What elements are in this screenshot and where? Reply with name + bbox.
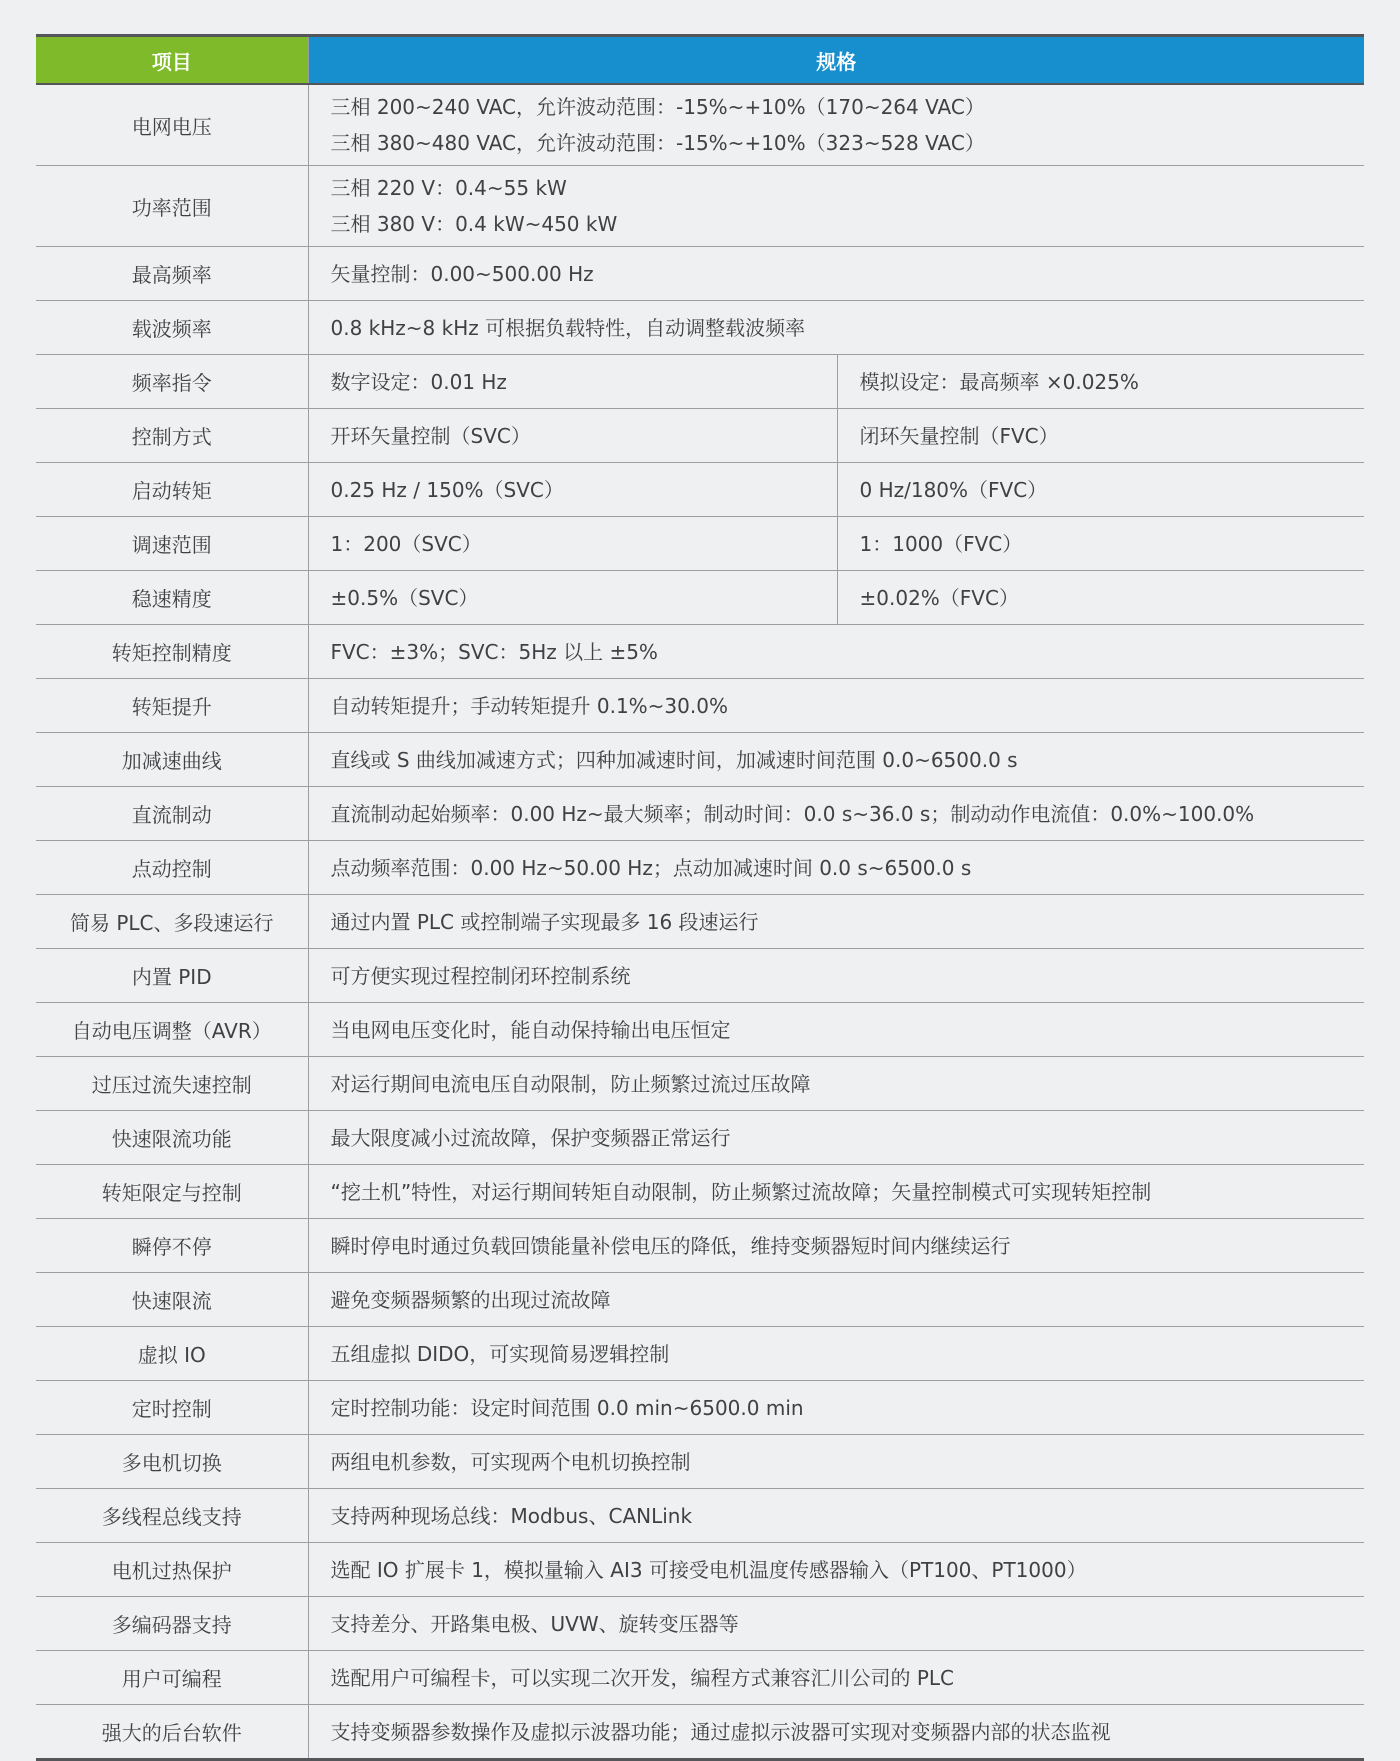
spec-text: 当电网电压变化时，能自动保持输出电压恒定 xyxy=(330,1017,731,1042)
table-row xyxy=(36,1003,1364,1057)
spec-text: 定时控制功能：设定时间范围 0.0 min~6500.0 min xyxy=(330,1395,804,1420)
spec-text: 选配用户可编程卡，可以实现二次开发，编程方式兼容汇川公司的 PLC xyxy=(330,1665,955,1690)
header-row xyxy=(36,36,1364,85)
item-cell: 多线程总线支持 xyxy=(36,1489,308,1543)
table-row xyxy=(36,1219,1364,1273)
spec-text: 自动转矩提升；手动转矩提升 0.1%~30.0% xyxy=(330,693,728,718)
spec-cell xyxy=(308,301,1364,355)
table-row xyxy=(36,895,1364,949)
item-cell: 控制方式 xyxy=(36,409,308,463)
spec-text: 两组电机参数，可实现两个电机切换控制 xyxy=(330,1449,691,1474)
table-row xyxy=(36,301,1364,355)
item-cell: 快速限流 xyxy=(36,1273,308,1327)
spec-cell xyxy=(308,1327,1364,1381)
spec-cell xyxy=(308,463,837,517)
spec-text: 可方便实现过程控制闭环控制系统 xyxy=(330,963,631,988)
spec-cell xyxy=(308,409,837,463)
table-row xyxy=(36,247,1364,301)
spec-text: 三相 200~240 VAC，允许波动范围：-15%~+10%（170~264 VAC） xyxy=(330,95,985,119)
spec-cell xyxy=(837,517,1364,571)
item-cell: 定时控制 xyxy=(36,1381,308,1435)
spec-cell xyxy=(837,463,1364,517)
item-cell: 最高频率 xyxy=(36,247,308,301)
item-cell: 转矩控制精度 xyxy=(36,625,308,679)
spec-text: 开环矢量控制（SVC） xyxy=(330,423,531,448)
table-row xyxy=(36,841,1364,895)
spec-cell xyxy=(837,571,1364,625)
spec-text: 点动频率范围：0.00 Hz~50.00 Hz；点动加减速时间 0.0 s~6500.0 s xyxy=(330,855,972,880)
item-cell: 简易 PLC、多段速运行 xyxy=(36,895,308,949)
spec-cell xyxy=(308,625,1364,679)
spec-text: 模拟设定：最高频率 ×0.025% xyxy=(859,369,1139,394)
spec-text: 避免变频器频繁的出现过流故障 xyxy=(330,1287,611,1312)
spec-cell xyxy=(308,1165,1364,1219)
spec-text: 瞬时停电时通过负载回馈能量补偿电压的降低，维持变频器短时间内继续运行 xyxy=(330,1233,1011,1258)
item-cell: 点动控制 xyxy=(36,841,308,895)
table-row xyxy=(36,571,1364,625)
spec-text: 五组虚拟 DIDO，可实现简易逻辑控制 xyxy=(330,1341,670,1366)
table-row xyxy=(36,1273,1364,1327)
table-row xyxy=(36,787,1364,841)
item-cell: 加减速曲线 xyxy=(36,733,308,787)
spec-text: 三相 220 V：0.4~55 kW xyxy=(330,176,567,200)
item-cell: 自动电压调整（AVR） xyxy=(36,1003,308,1057)
spec-cell xyxy=(308,1219,1364,1273)
spec-cell xyxy=(308,841,1364,895)
item-cell: 多编码器支持 xyxy=(36,1597,308,1651)
item-cell: 虚拟 IO xyxy=(36,1327,308,1381)
spec-text: 支持差分、开路集电极、UVW、旋转变压器等 xyxy=(330,1611,739,1636)
table-row xyxy=(36,679,1364,733)
item-column-header: 项目 xyxy=(36,36,308,85)
spec-column-header: 规格 xyxy=(308,36,1364,85)
table-row xyxy=(36,1111,1364,1165)
spec-text: ±0.5%（SVC） xyxy=(330,585,479,610)
item-cell: 频率指令 xyxy=(36,355,308,409)
spec-table xyxy=(36,34,1364,1761)
spec-text: 1：1000（FVC） xyxy=(859,531,1023,556)
spec-cell xyxy=(308,571,837,625)
spec-text: ±0.02%（FVC） xyxy=(859,585,1019,610)
table-row xyxy=(36,625,1364,679)
item-cell: 直流制动 xyxy=(36,787,308,841)
item-cell: 内置 PID xyxy=(36,949,308,1003)
spec-cell xyxy=(308,1435,1364,1489)
table-row xyxy=(36,1543,1364,1597)
spec-cell xyxy=(308,733,1364,787)
spec-cell xyxy=(308,1651,1364,1705)
spec-text: 直流制动起始频率：0.00 Hz~最大频率；制动时间：0.0 s~36.0 s；制动动作电流值：0.0%~100.0% xyxy=(330,801,1255,826)
spec-text: 0.8 kHz~8 kHz 可根据负载特性，自动调整载波频率 xyxy=(330,315,806,340)
spec-text: 直线或 S 曲线加减速方式；四种加减速时间，加减速时间范围 0.0~6500.0 s xyxy=(330,747,1018,772)
table-row xyxy=(36,1435,1364,1489)
spec-text: 三相 380 V：0.4 kW~450 kW xyxy=(330,212,618,236)
item-cell: 电网电压 xyxy=(36,84,308,166)
spec-text: 最大限度减小过流故障，保护变频器正常运行 xyxy=(330,1125,731,1150)
spec-cell xyxy=(308,949,1364,1003)
spec-text: 闭环矢量控制（FVC） xyxy=(859,423,1059,448)
item-cell: 用户可编程 xyxy=(36,1651,308,1705)
spec-text: 矢量控制：0.00~500.00 Hz xyxy=(330,261,594,286)
item-cell: 功率范围 xyxy=(36,166,308,247)
spec-text: 三相 380~480 VAC，允许波动范围：-15%~+10%（323~528 VAC） xyxy=(330,131,985,155)
spec-cell xyxy=(308,1705,1364,1760)
spec-cell xyxy=(308,1381,1364,1435)
spec-text: 选配 IO 扩展卡 1，模拟量输入 AI3 可接受电机温度传感器输入（PT100、PT1000） xyxy=(330,1557,1087,1582)
spec-cell xyxy=(308,517,837,571)
item-cell: 启动转矩 xyxy=(36,463,308,517)
item-cell: 电机过热保护 xyxy=(36,1543,308,1597)
spec-cell xyxy=(837,409,1364,463)
table-row xyxy=(36,463,1364,517)
table-row xyxy=(36,166,1364,247)
spec-cell xyxy=(308,895,1364,949)
spec-text: 0 Hz/180%（FVC） xyxy=(859,477,1048,502)
table-row xyxy=(36,1651,1364,1705)
spec-cell xyxy=(308,787,1364,841)
spec-cell xyxy=(308,1057,1364,1111)
item-cell: 稳速精度 xyxy=(36,571,308,625)
spec-text: 支持变频器参数操作及虚拟示波器功能；通过虚拟示波器可实现对变频器内部的状态监视 xyxy=(330,1719,1111,1744)
spec-cell xyxy=(308,355,837,409)
spec-cell xyxy=(837,355,1364,409)
table-body xyxy=(36,84,1364,1760)
spec-cell xyxy=(308,1543,1364,1597)
table-row xyxy=(36,1705,1364,1760)
spec-text: 通过内置 PLC 或控制端子实现最多 16 段速运行 xyxy=(330,909,759,934)
item-cell: 调速范围 xyxy=(36,517,308,571)
table-row xyxy=(36,1327,1364,1381)
spec-text: 数字设定：0.01 Hz xyxy=(330,369,507,394)
spec-cell xyxy=(308,166,1364,247)
spec-text: 对运行期间电流电压自动限制，防止频繁过流过压故障 xyxy=(330,1071,811,1096)
table-row xyxy=(36,949,1364,1003)
spec-cell xyxy=(308,1489,1364,1543)
spec-cell xyxy=(308,1111,1364,1165)
table-row xyxy=(36,733,1364,787)
spec-text: 支持两种现场总线：Modbus、CANLink xyxy=(330,1503,693,1528)
item-cell: 过压过流失速控制 xyxy=(36,1057,308,1111)
table-row xyxy=(36,84,1364,166)
spec-cell xyxy=(308,679,1364,733)
table-row xyxy=(36,1489,1364,1543)
table-row xyxy=(36,517,1364,571)
table-row xyxy=(36,1057,1364,1111)
spec-text: 1：200（SVC） xyxy=(330,531,482,556)
spec-cell xyxy=(308,247,1364,301)
spec-text: “挖土机”特性，对运行期间转矩自动限制，防止频繁过流故障；矢量控制模式可实现转矩控制 xyxy=(330,1179,1152,1204)
spec-cell xyxy=(308,1597,1364,1651)
item-cell: 转矩限定与控制 xyxy=(36,1165,308,1219)
item-cell: 转矩提升 xyxy=(36,679,308,733)
table-row xyxy=(36,1381,1364,1435)
item-cell: 瞬停不停 xyxy=(36,1219,308,1273)
spec-text: 0.25 Hz / 150%（SVC） xyxy=(330,477,564,502)
item-cell: 强大的后台软件 xyxy=(36,1705,308,1760)
table-row xyxy=(36,1165,1364,1219)
table-row xyxy=(36,1597,1364,1651)
table-row xyxy=(36,409,1364,463)
item-cell: 多电机切换 xyxy=(36,1435,308,1489)
spec-cell xyxy=(308,1003,1364,1057)
spec-cell xyxy=(308,84,1364,166)
table-row xyxy=(36,355,1364,409)
spec-text: FVC：±3%；SVC：5Hz 以上 ±5% xyxy=(330,639,658,664)
spec-cell xyxy=(308,1273,1364,1327)
item-cell: 快速限流功能 xyxy=(36,1111,308,1165)
item-cell: 载波频率 xyxy=(36,301,308,355)
